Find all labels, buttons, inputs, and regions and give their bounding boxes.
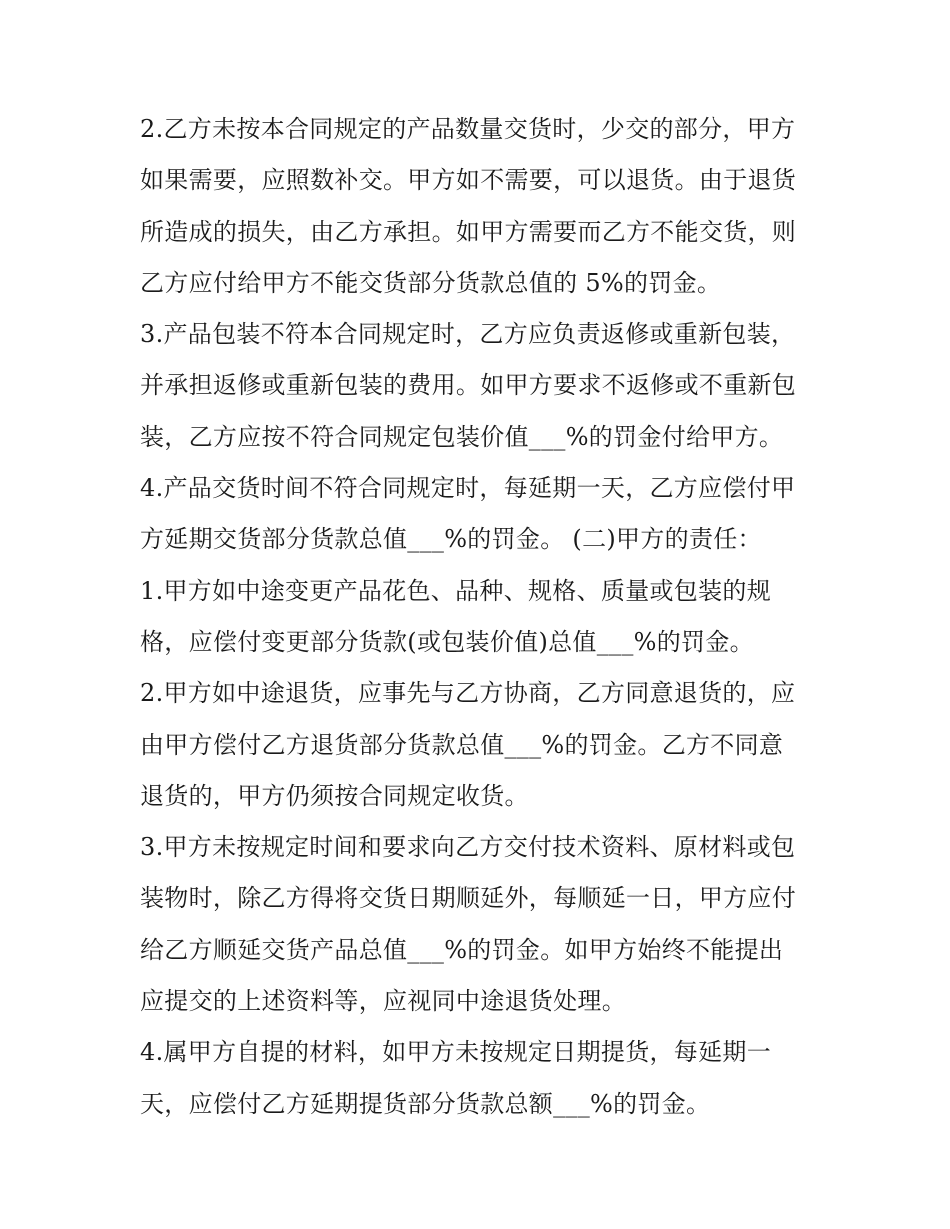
text-line: 方延期交货部分货款总值___%的罚金。 (二)甲方的责任： [140,525,762,554]
text-line: 4.产品交货时间不符合同规定时，每延期一天，乙方应偿付甲 [140,474,796,503]
text-line: 1.甲方如中途变更产品花色、品种、规格、质量或包装的规 [140,576,771,605]
text-line: 3.产品包装不符本合同规定时，乙方应负责返修或重新包装， [140,320,796,349]
text-line: 所造成的损失，由乙方承担。如甲方需要而乙方不能交货，则 [140,217,797,246]
text-line: 天，应偿付乙方延期提货部分货款总额___%的罚金。 [140,1089,711,1118]
text-line: 应提交的上述资料等，应视同中途退货处理。 [140,987,626,1016]
text-line: 装物时，除乙方得将交货日期顺延外，每顺延一日，甲方应付 [140,884,797,913]
text-line: 4.属甲方自提的材料，如甲方未按规定日期提货，每延期一 [140,1038,771,1067]
text-line: 如果需要，应照数补交。甲方如不需要，可以退货。由于退货 [140,166,797,195]
document-body [140,104,830,1130]
text-line: 退货的，甲方仍须按合同规定收货。 [140,781,529,810]
text-line: 格，应偿付变更部分货款(或包装价值)总值___%的罚金。 [140,627,754,656]
text-line: 由甲方偿付乙方退货部分货款总值___%的罚金。乙方不同意 [140,730,784,759]
text-line: 装，乙方应按不符合同规定包装价值___%的罚金付给甲方。 [140,422,784,451]
text-line: 2.甲方如中途退货，应事先与乙方协商，乙方同意退货的，应 [140,679,796,708]
text-line: 2.乙方未按本合同规定的产品数量交货时，少交的部分，甲方 [140,115,796,143]
text-line: 乙方应付给甲方不能交货部分货款总值的 5%的罚金。 [140,268,722,297]
text-line: 3.甲方未按规定时间和要求向乙方交付技术资料、原材料或包 [140,833,796,862]
text-line: 给乙方顺延交货产品总值___%的罚金。如甲方始终不能提出 [140,935,784,964]
text-line: 并承担返修或重新包装的费用。如甲方要求不返修或不重新包 [140,371,797,400]
